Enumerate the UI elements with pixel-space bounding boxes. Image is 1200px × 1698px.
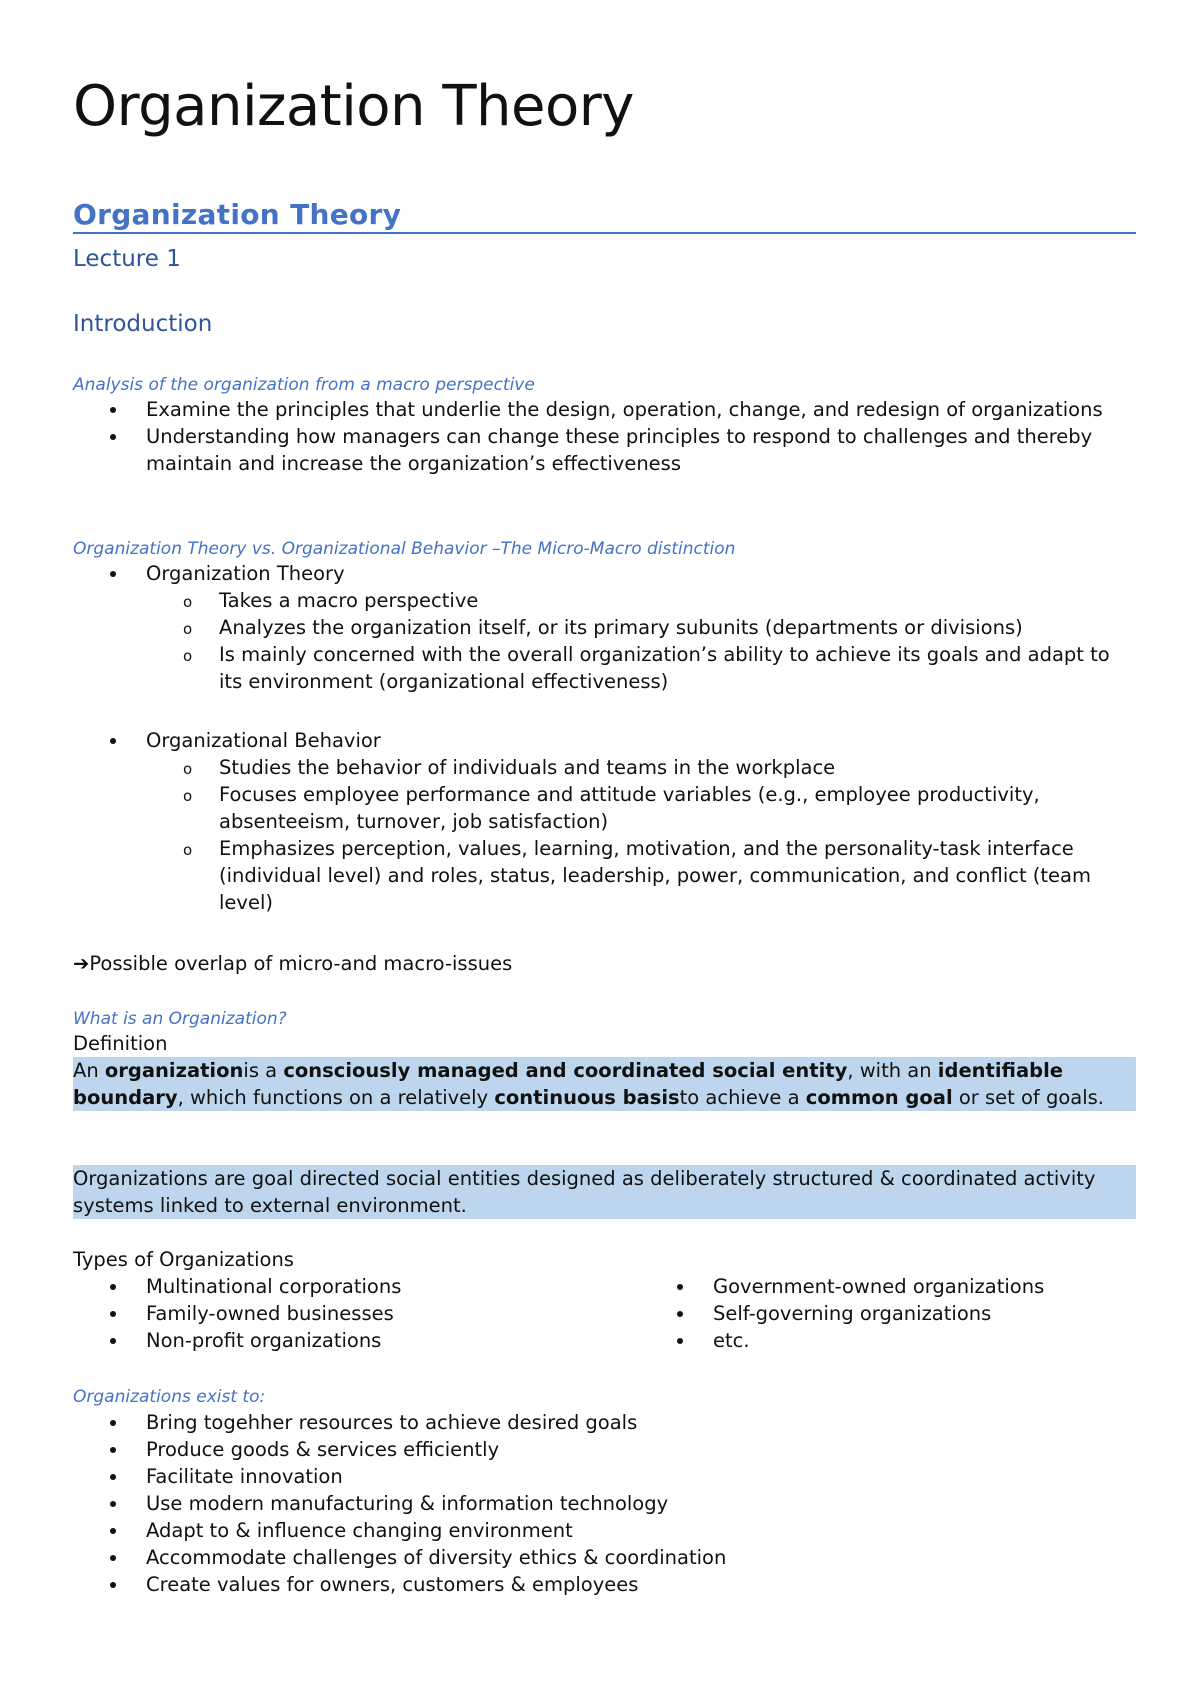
section3-subtitle: What is an Organization? <box>73 1009 287 1029</box>
list-item: o Takes a macro perspective <box>73 587 1136 614</box>
section1-list <box>73 396 1136 477</box>
types-label: Types of Organizations <box>73 1248 294 1271</box>
ob-list <box>73 727 1136 916</box>
def-text: to achieve a <box>679 1086 806 1109</box>
exist-subtitle: Organizations exist to: <box>73 1387 266 1407</box>
section2-subtitle: Organization Theory vs. Organizational Behavior –The Micro-Macro distinction <box>73 539 736 559</box>
list-item: Use modern manufacturing & information technology <box>73 1490 1136 1517</box>
def-text: An <box>73 1059 105 1082</box>
ot-label: Organization Theory <box>73 560 1136 587</box>
list-item: Understanding how managers can change these principles to respond to challenges and thereby maintain and increase the organization’s effectiveness <box>73 423 1136 477</box>
def-text: or set of goals. <box>952 1086 1104 1109</box>
lecture-heading: Lecture 1 <box>73 246 181 272</box>
overlap-note <box>73 950 512 977</box>
section1-subtitle: Analysis of the organization from a macro perspective <box>73 375 535 395</box>
definition-label: Definition <box>73 1032 168 1055</box>
def-text: is a <box>243 1059 284 1082</box>
types-right-list <box>640 1273 1136 1354</box>
list-item: o Analyzes the organization itself, or its primary subunits (departments or divisions) <box>73 614 1136 641</box>
list-item: Bring togehher resources to achieve desired goals <box>73 1409 1136 1436</box>
list-item: Non-profit organizations <box>73 1327 633 1354</box>
list-item: Family-owned businesses <box>73 1300 633 1327</box>
def-bold: consciously managed and coordinated social entity <box>283 1059 848 1082</box>
def-bold: common goal <box>805 1086 953 1109</box>
overlap-text: Possible overlap of micro-and macro-issues <box>89 952 513 975</box>
list-item: Self-governing organizations <box>640 1300 1136 1327</box>
def-bold: identifiable boundary <box>73 1059 1064 1109</box>
list-item: o Focuses employee performance and attitude variables (e.g., employee productivity, absenteeism, turnover, job satisfaction) <box>73 781 1136 835</box>
list-item: Accommodate challenges of diversity ethics & coordination <box>73 1544 1136 1571</box>
list-item: Examine the principles that underlie the design, operation, change, and redesign of organizations <box>73 396 1136 423</box>
goal-statement-highlight: Organizations are goal directed social entities designed as deliberately structured & coordinated activity systems linked to external environment. <box>73 1165 1136 1219</box>
types-left-list <box>73 1273 633 1354</box>
list-item: o Studies the behavior of individuals and teams in the workplace <box>73 754 1136 781</box>
list-item: etc. <box>640 1327 1136 1354</box>
document-title: Organization Theory <box>73 74 634 139</box>
ob-label: Organizational Behavior <box>73 727 1136 754</box>
ot-list <box>73 560 1136 695</box>
heading-1: Organization Theory <box>73 198 1136 234</box>
list-item: Create values for owners, customers & employees <box>73 1571 1136 1598</box>
list-item: Produce goods & services efficiently <box>73 1436 1136 1463</box>
definition-highlight <box>73 1057 1136 1111</box>
arrow-icon: ➔ <box>73 952 90 975</box>
list-item: Facilitate innovation <box>73 1463 1136 1490</box>
def-text: , which functions on a relatively <box>177 1086 495 1109</box>
def-bold: continuous basis <box>494 1086 680 1109</box>
list-item: o Is mainly concerned with the overall organization’s ability to achieve its goals and adapt to its environment (organizational effectiveness) <box>73 641 1136 695</box>
list-item: Government-owned organizations <box>640 1273 1136 1300</box>
introduction-heading: Introduction <box>73 311 213 337</box>
exist-list <box>73 1409 1136 1598</box>
list-item: Multinational corporations <box>73 1273 633 1300</box>
def-text: , with an <box>847 1059 938 1082</box>
def-bold: organization <box>104 1059 244 1082</box>
list-item: o Emphasizes perception, values, learning, motivation, and the personality-task interface (individual level) and roles, status, leadership, power, communication, and conflict (team level) <box>73 835 1136 916</box>
list-item: Adapt to & influence changing environment <box>73 1517 1136 1544</box>
